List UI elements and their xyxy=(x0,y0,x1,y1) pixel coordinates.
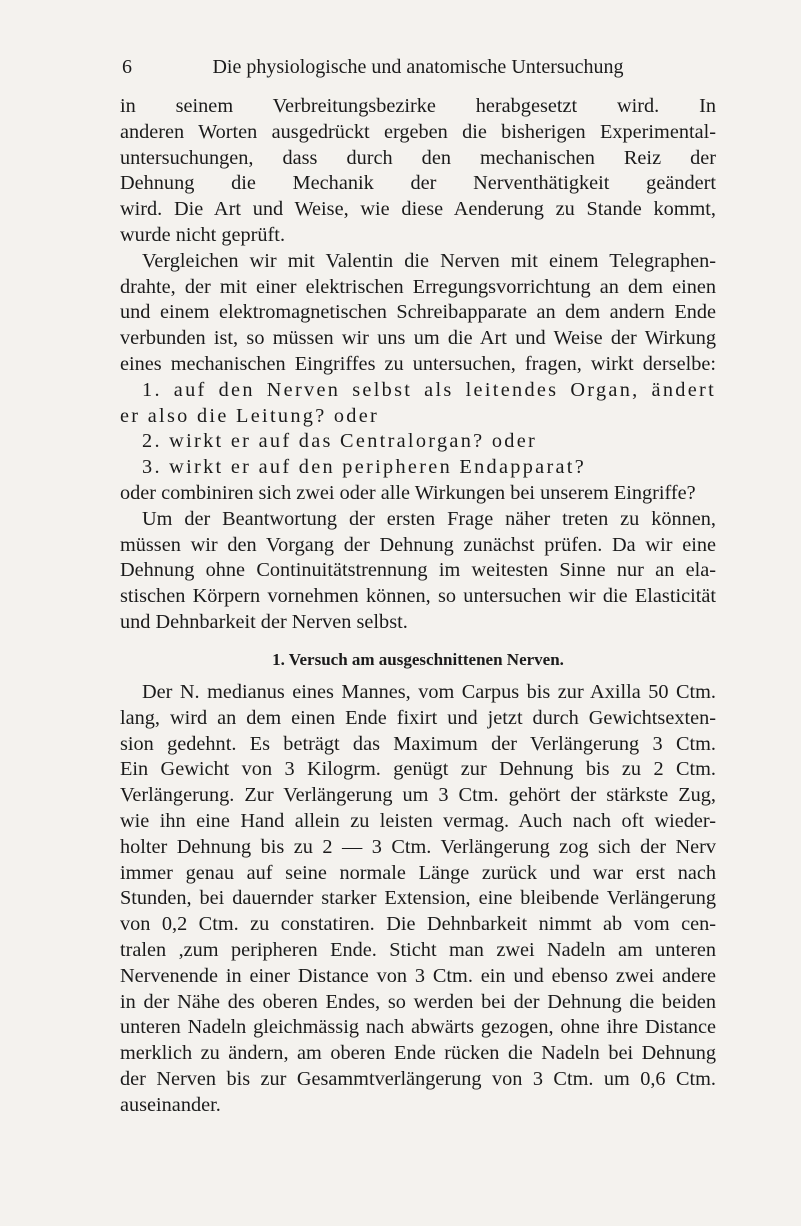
text-line: eines mechanischen Eingriffes zu untersuchen, fragen, wirkt derselbe: xyxy=(120,352,716,375)
text-line: Der N. medianus eines Mannes, vom Carpus bis zur Axilla 50 Ctm. xyxy=(142,681,716,703)
text-line: Dehnung die Mechanik der Nerventhätigkeit geändert xyxy=(120,172,716,195)
text-body-upper xyxy=(120,94,716,636)
text-line: Ein Gewicht von 3 Kilogrm. genügt zur Dehnung bis zu 2 Ctm. xyxy=(120,758,716,781)
question-line: 3. wirkt er auf den peripheren Endapparat? xyxy=(142,456,587,479)
text-line: anderen Worten ausgedrückt ergeben die bisherigen Experimental- xyxy=(120,120,716,143)
text-line: wurde nicht geprüft. xyxy=(120,223,286,246)
text-line: untersuchungen, dass durch den mechanischen Reiz der xyxy=(120,146,716,169)
text-line: wird. Die Art und Weise, wie diese Aenderung zu Stande kommt, xyxy=(120,198,716,221)
text-line: holter Dehnung bis zu 2 — 3 Ctm. Verlängerung zog sich der Nerv xyxy=(120,835,716,858)
text-line: stischen Körpern vornehmen können, so untersuchen wir die Elasticität xyxy=(120,585,716,608)
text-line: sion gedehnt. Es beträgt das Maximum der Verlängerung 3 Ctm. xyxy=(120,732,716,755)
text-line: in der Nähe des oberen Endes, so werden bei der Dehnung die beiden xyxy=(120,990,716,1013)
text-line: lang, wird an dem einen Ende fixirt und jetzt durch Gewichtsexten- xyxy=(120,706,716,729)
text-line: verbunden ist, so müssen wir uns um die Art und Weise der Wirkung xyxy=(120,327,716,350)
text-line: müssen wir den Vorgang der Dehnung zunächst prüfen. Da wir eine xyxy=(120,533,716,556)
text-body-lower xyxy=(120,680,716,1119)
question-line: 1. auf den Nerven selbst als leitendes Organ, ändert xyxy=(142,378,716,401)
text-line: Stunden, bei dauernder starker Extension, eine bleibende Verlängerung xyxy=(120,887,716,910)
text-line: Um der Beantwortung der ersten Frage näher treten zu können, xyxy=(142,507,716,530)
question-line: 2. wirkt er auf das Centralorgan? oder xyxy=(142,430,538,453)
text-line: Nervenende in einer Distance von 3 Ctm. ein und ebenso zwei andere xyxy=(120,964,716,987)
page-header xyxy=(122,56,714,86)
text-line: immer genau auf seine normale Länge zurück und war erst nach xyxy=(120,861,716,884)
text-line: und Dehnbarkeit der Nerven selbst. xyxy=(120,610,408,633)
text-line: Vergleichen wir mit Valentin die Nerven mit einem Telegraphen- xyxy=(142,249,716,272)
text-line: Verlängerung. Zur Verlängerung um 3 Ctm. gehört der stärkste Zug, xyxy=(120,784,716,807)
text-line: auseinander. xyxy=(120,1093,221,1116)
text-line: von 0,2 Ctm. zu constatiren. Die Dehnbarkeit nimmt ab vom cen- xyxy=(120,913,716,936)
text-line: der Nerven bis zur Gesammtverlängerung von 3 Ctm. um 0,6 Ctm. xyxy=(120,1067,716,1090)
text-line: merklich zu ändern, am oberen Ende rücken die Nadeln bei Dehnung xyxy=(120,1042,716,1065)
text-line: unteren Nadeln gleichmässig nach abwärts gezogen, ohne ihre Distance xyxy=(120,1016,716,1039)
text-line: oder combiniren sich zwei oder alle Wirkungen bei unserem Eingriffe? xyxy=(120,481,696,504)
text-line: tralen ,zum peripheren Ende. Sticht man zwei Nadeln am unteren xyxy=(120,938,716,961)
text-line: in seinem Verbreitungsbezirke herabgesetzt wird. In xyxy=(120,95,716,117)
text-line: Dehnung ohne Continuitätstrennung im weitesten Sinne nur an ela- xyxy=(120,559,716,582)
text-line: wie ihn eine Hand allein zu leisten vermag. Auch nach oft wieder- xyxy=(120,809,716,832)
question-line: er also die Leitung? oder xyxy=(120,404,380,427)
running-title: Die physiologische und anatomische Untersuchung xyxy=(212,56,624,78)
text-line: drahte, der mit einer elektrischen Erregungsvorrichtung an dem einen xyxy=(120,275,716,298)
page-number: 6 xyxy=(122,56,132,78)
text-line: und einem elektromagnetischen Schreibapparate an dem andern Ende xyxy=(120,301,716,324)
section-heading: 1. Versuch am ausgeschnittenen Nerven. xyxy=(272,650,564,669)
